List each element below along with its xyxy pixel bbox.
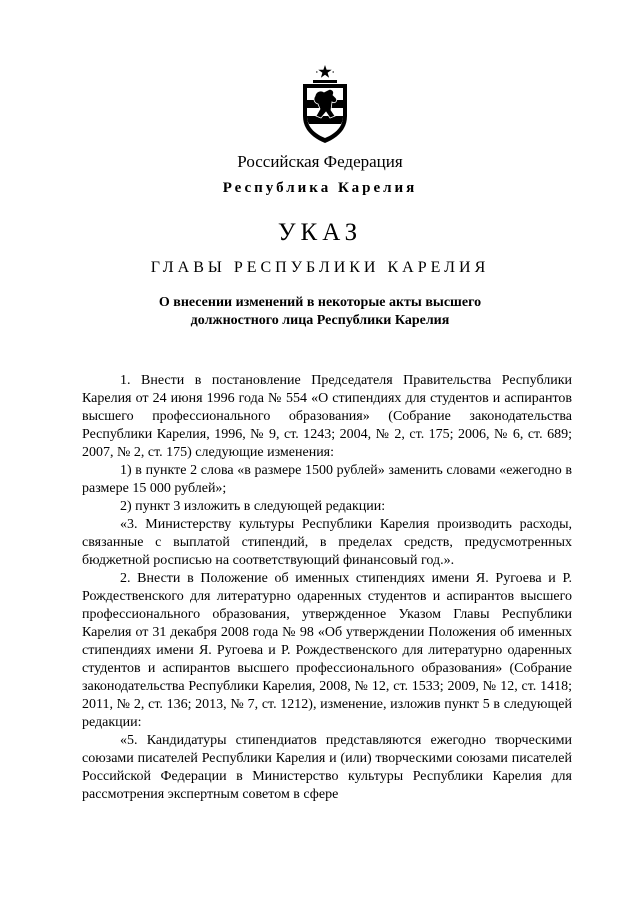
subject-line-2: должностного лица Республики Карелия <box>190 313 450 328</box>
subject-line-1: О внесении изменений в некоторые акты высшего <box>158 295 482 310</box>
republic-title: Республика Карелия <box>222 180 418 196</box>
body-paragraph: «5. Кандидатуры стипендиатов представляются ежегодно творческими союзами писателей Республики Карелия и (или) творческими союзами писателей Российской Федерации в Министерство культуры Республики Карелия для рассмотрения экспертным советом в сфере <box>82 733 572 802</box>
issuing-authority: ГЛАВЫ РЕСПУБЛИКИ КАРЕЛИЯ <box>150 259 490 276</box>
document-body <box>82 372 572 804</box>
body-paragraph: 1. Внести в постановление Председателя Правительства Республики Карелия от 24 июня 1996 года № 554 «О стипендиях для студентов и аспирантов высшего профессионального образования» (Собрание законодательства Республики Карелия, 1996, № 9, ст. 1243; 2004, № 2, ст. 175; 2006, № 6, ст. 689; 2007, № 2, ст. 175) следующие изменения: <box>82 373 572 460</box>
document-type-title: УКАЗ <box>277 219 363 246</box>
body-paragraph: 2. Внести в Положение об именных стипендиях имени Я. Ругоева и Р. Рождественского для литературно одаренных студентов и аспирантов высшего профессионального образования, утвержденное Указом Главы Республики Карелия от 31 декабря 2008 года № 98 «Об утверждении Положения об именных стипендиях имени Я. Ругоева и Р. Рождественского для литературно одаренных студентов и аспирантов высшего профессионального образования» (Собрание законодательства Республики Карелия, 2008, № 12, ст. 1533; 2009, № 12, ст. 1418; 2011, № 2, ст. 136; 2013, № 7, ст. 1212), изменение, изложив пункт 5 в следующей редакции: <box>82 571 572 730</box>
body-paragraph: 2) пункт 3 изложить в следующей редакции: <box>120 499 386 514</box>
body-paragraph: 1) в пункте 2 слова «в размере 1500 рублей» заменить словами «ежегодно в размере 15 000 рублей»; <box>82 463 572 496</box>
federation-title: Российская Федерация <box>237 152 403 171</box>
body-paragraph: «3. Министерству культуры Республики Карелия производить расходы, связанные с выплатой стипендий, в пределах средств, предусмотренных бюджетной росписью на соответствующий финансовый год.». <box>82 517 572 568</box>
document-subject <box>0 294 640 330</box>
karelia-coat-of-arms-icon <box>297 64 353 144</box>
